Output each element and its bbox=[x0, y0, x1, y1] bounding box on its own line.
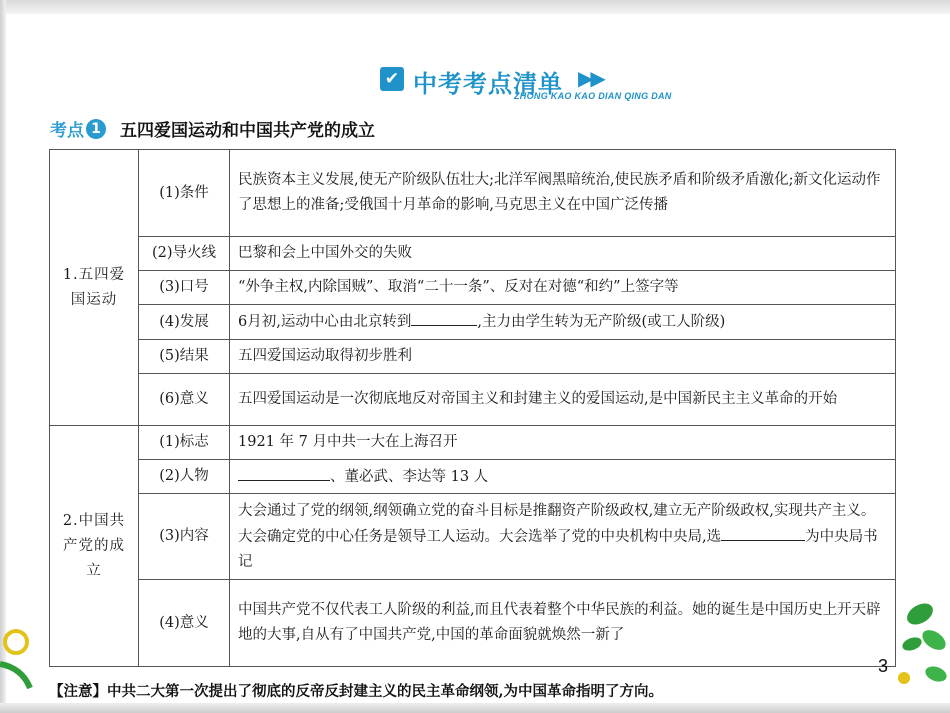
content-text: 、董必武、李达等 13 人 bbox=[330, 468, 489, 485]
content-cell bbox=[230, 494, 896, 580]
note-text: 中共二大第一次提出了彻底的反帝反封建主义的民主革命纲领,为中国革命指明了方向。 bbox=[107, 683, 664, 700]
table-row bbox=[50, 340, 896, 374]
banner-pinyin: ZHONG KAO KAO DIAN QING DAN bbox=[514, 91, 672, 101]
category-cell: 1.五四爱国运动 bbox=[50, 150, 139, 426]
content-cell bbox=[230, 305, 896, 340]
category-cell: 2.中国共产党的成立 bbox=[50, 426, 139, 667]
decor-right-leaves bbox=[890, 596, 950, 702]
content-text: ,主力由学生转为无产阶级(或工人阶级) bbox=[477, 314, 726, 330]
window-left-edge bbox=[0, 0, 6, 713]
item-cell: (4)意义 bbox=[139, 580, 230, 667]
decor-left-shapes bbox=[0, 612, 60, 692]
checkmark-icon: ✔ bbox=[380, 67, 404, 91]
kaodian-number-badge: 1 bbox=[86, 119, 106, 139]
content-cell bbox=[230, 460, 896, 494]
item-cell: (2)导火线 bbox=[139, 237, 230, 271]
fill-in-blank[interactable] bbox=[238, 464, 330, 481]
table-row bbox=[50, 305, 896, 340]
fill-in-blank[interactable] bbox=[721, 524, 805, 541]
content-cell: 1921 年 7 月中共一大在上海召开 bbox=[230, 426, 896, 460]
item-cell: (1)标志 bbox=[139, 426, 230, 460]
table-row bbox=[50, 237, 896, 271]
note-label: 【注意】 bbox=[49, 683, 107, 700]
content-text: 6月初,运动中心由北京转到 bbox=[238, 314, 412, 330]
kaodian-title: 五四爱国运动和中国共产党的成立 bbox=[120, 121, 375, 141]
double-arrow-icon: ▶▶ bbox=[578, 66, 603, 90]
item-cell: (5)结果 bbox=[139, 340, 230, 374]
item-cell: (6)意义 bbox=[139, 374, 230, 426]
content-text: 大会通过了党的纲领,纲领确立党的奋斗目标是推翻资产阶级政权,建立无产阶级政权,实现共产主义。大会确定党的中心任务是领导工人运动。大会选举了党的中央机构中央局,选 bbox=[238, 502, 876, 545]
fill-in-blank[interactable] bbox=[411, 309, 477, 326]
table-row bbox=[50, 271, 896, 305]
content-text: 为中央局书记 bbox=[238, 528, 878, 570]
content-cell: 五四爱国运动是一次彻底地反对帝国主义和封建主义的爱国运动,是中国新民主主义革命的开始 bbox=[230, 374, 896, 426]
content-cell: 中国共产党不仅代表工人阶级的利益,而且代表着整个中华民族的利益。她的诞生是中国历史上开天辟地的大事,自从有了中国共产党,中国的革命面貌就焕然一新了 bbox=[230, 580, 896, 667]
content-cell: 五四爱国运动取得初步胜利 bbox=[230, 340, 896, 374]
item-cell: (2)人物 bbox=[139, 460, 230, 494]
item-cell: (3)内容 bbox=[139, 494, 230, 580]
table-row bbox=[50, 150, 896, 237]
content-cell: 民族资本主义发展,使无产阶级队伍壮大;北洋军阀黑暗统治,使民族矛盾和阶级矛盾激化;新文化运动作了思想上的准备;受俄国十月革命的影响,马克思主义在中国广泛传播 bbox=[230, 150, 896, 237]
summary-table bbox=[49, 149, 896, 667]
kaodian-heading bbox=[50, 116, 375, 142]
section-banner bbox=[380, 64, 720, 104]
window-top-edge bbox=[0, 0, 950, 14]
kaodian-label: 考点 bbox=[50, 121, 84, 141]
table-row bbox=[50, 426, 896, 460]
note-line bbox=[49, 680, 663, 701]
item-cell: (1)条件 bbox=[139, 150, 230, 237]
content-cell: “外争主权,内除国贼”、取消“二十一条”、反对在对德“和约”上签字等 bbox=[230, 271, 896, 305]
table-row bbox=[50, 374, 896, 426]
window-bottom-edge bbox=[0, 703, 950, 713]
page-number: 3 bbox=[878, 656, 889, 676]
table-row bbox=[50, 580, 896, 667]
item-cell: (3)口号 bbox=[139, 271, 230, 305]
table-row bbox=[50, 460, 896, 494]
table-row bbox=[50, 494, 896, 580]
content-cell: 巴黎和会上中国外交的失败 bbox=[230, 237, 896, 271]
item-cell: (4)发展 bbox=[139, 305, 230, 340]
banner-title: 中考考点清单 bbox=[413, 70, 563, 98]
